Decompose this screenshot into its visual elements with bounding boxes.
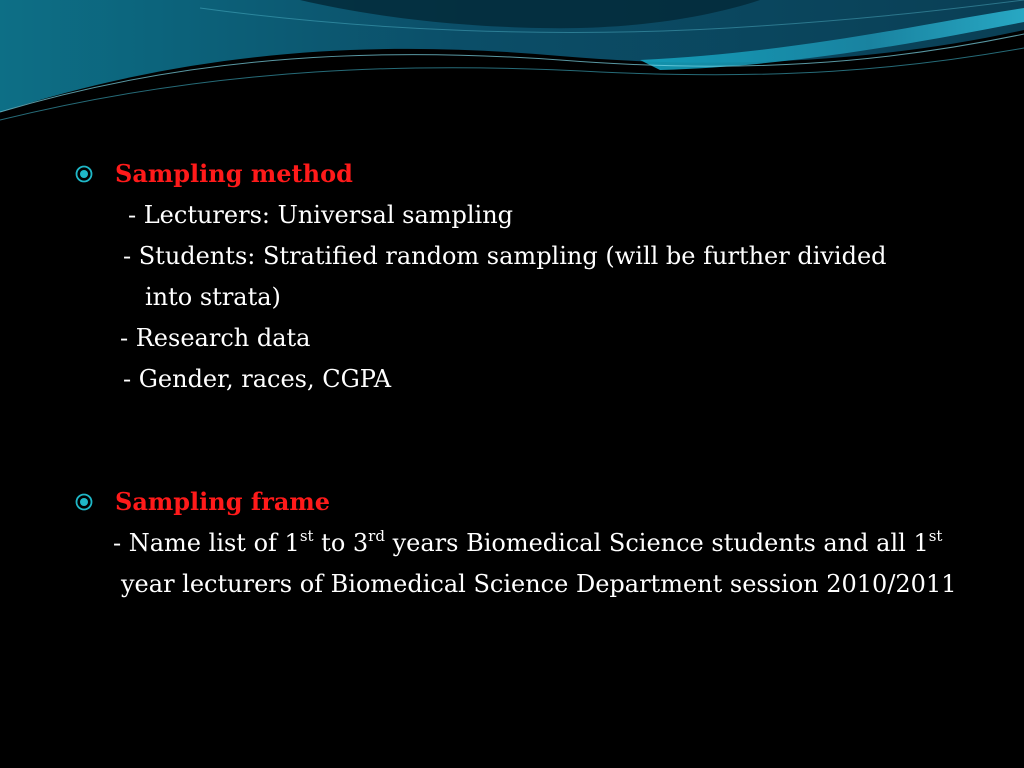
text-segment: years Biomedical Science students and all 1: [384, 529, 929, 557]
body-line-name-list: [113, 527, 942, 559]
radio-bullet-icon: [75, 165, 93, 183]
body-line: - Students: Stratified random sampling (will be further divided: [123, 242, 887, 270]
body-line: - Gender, races, CGPA: [123, 365, 392, 393]
superscript: rd: [368, 527, 385, 545]
radio-bullet-icon: [75, 493, 93, 511]
superscript: st: [928, 527, 943, 545]
section-heading-sampling-method: Sampling method: [115, 159, 353, 188]
body-line: year lecturers of Biomedical Science Department session 2010/2011: [121, 570, 957, 598]
body-line: - Research data: [120, 324, 311, 352]
superscript: st: [299, 527, 314, 545]
body-line: - Lecturers: Universal sampling: [128, 201, 514, 229]
section-heading-sampling-frame: Sampling frame: [115, 487, 331, 516]
text-segment: to 3: [313, 529, 369, 557]
text-segment: - Name list of 1: [113, 529, 300, 557]
wave-decoration: [0, 0, 1024, 130]
body-line: into strata): [145, 283, 281, 311]
